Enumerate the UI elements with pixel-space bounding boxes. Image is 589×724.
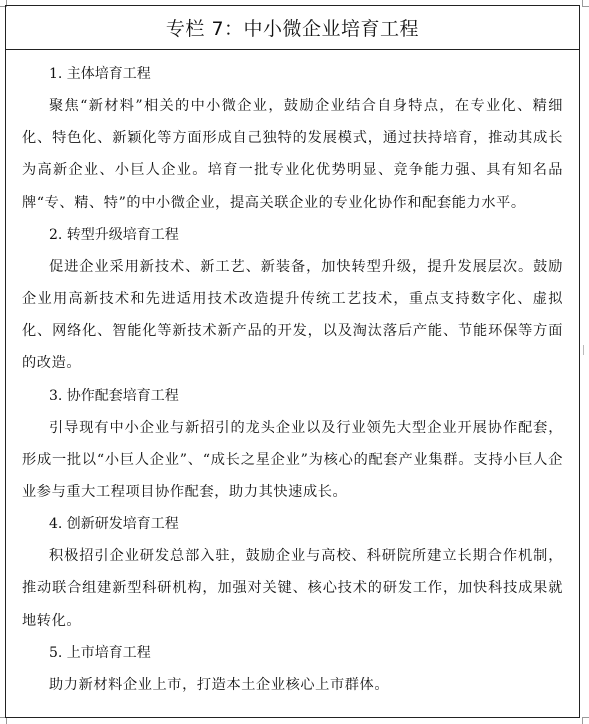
section-listing bbox=[22, 637, 563, 701]
column-box bbox=[5, 5, 580, 718]
section-heading: 2. 转型升级培育工程 bbox=[49, 226, 179, 243]
section-paragraph: 促进企业采用新技术、新工艺、新装备，加快转型升级，提升发展层次。鼓励企业用高新技术和先进适用技术改造提升传统工艺技术，重点支持数字化、虚拟化、网络化、智能化等新技术新产品的开发，以及淘汰落后产能、节能环保等方面的改造。 bbox=[22, 258, 563, 372]
column-title: 专栏 7：中小微企业培育工程 bbox=[165, 18, 420, 40]
section-paragraph: 引导现有中小企业与新招引的龙头企业以及行业领先大型企业开展协作配套，形成一批以“小巨人企业”、“成长之星企业”为核心的配套产业集群。支持小巨人企业参与重大工程项目协作配套，助力其快速成长。 bbox=[22, 419, 563, 501]
section-main-body bbox=[22, 58, 563, 219]
column-content bbox=[6, 50, 579, 701]
section-paragraph: 聚焦“新材料”相关的中小微企业，鼓励企业结合自身特点，在专业化、精细化、特色化、新颖化等方面形成自己独特的发展模式，通过扶持培育，推动其成长为高新企业、小巨人企业。培育一批专业化优势明显、竞争能力强、具有知名品牌“专、精、特”的中小微企业，提高关联企业的专业化协作和配套能力水平。 bbox=[22, 98, 563, 211]
section-transformation bbox=[22, 219, 563, 380]
section-heading: 5. 上市培育工程 bbox=[49, 644, 151, 661]
section-paragraph: 助力新材料企业上市，打造本土企业核心上市群体。 bbox=[49, 676, 390, 693]
page-corner-mark bbox=[0, 717, 7, 724]
section-heading: 1. 主体培育工程 bbox=[49, 66, 151, 82]
page-corner-mark bbox=[582, 0, 589, 7]
page-corner-mark bbox=[582, 717, 589, 724]
title-row bbox=[6, 6, 579, 50]
section-paragraph: 积极招引企业研发总部入驻，鼓励企业与高校、科研院所建立长期合作机制，推动联合组建新型科研机构，加强对关键、核心技术的研发工作，加快科技成果就地转化。 bbox=[22, 548, 563, 629]
section-heading: 4. 创新研发培育工程 bbox=[49, 516, 179, 533]
section-innovation bbox=[22, 508, 563, 637]
section-cooperation bbox=[22, 380, 563, 509]
page-margin-tick bbox=[583, 345, 587, 355]
section-heading: 3. 协作配套培育工程 bbox=[49, 387, 179, 404]
